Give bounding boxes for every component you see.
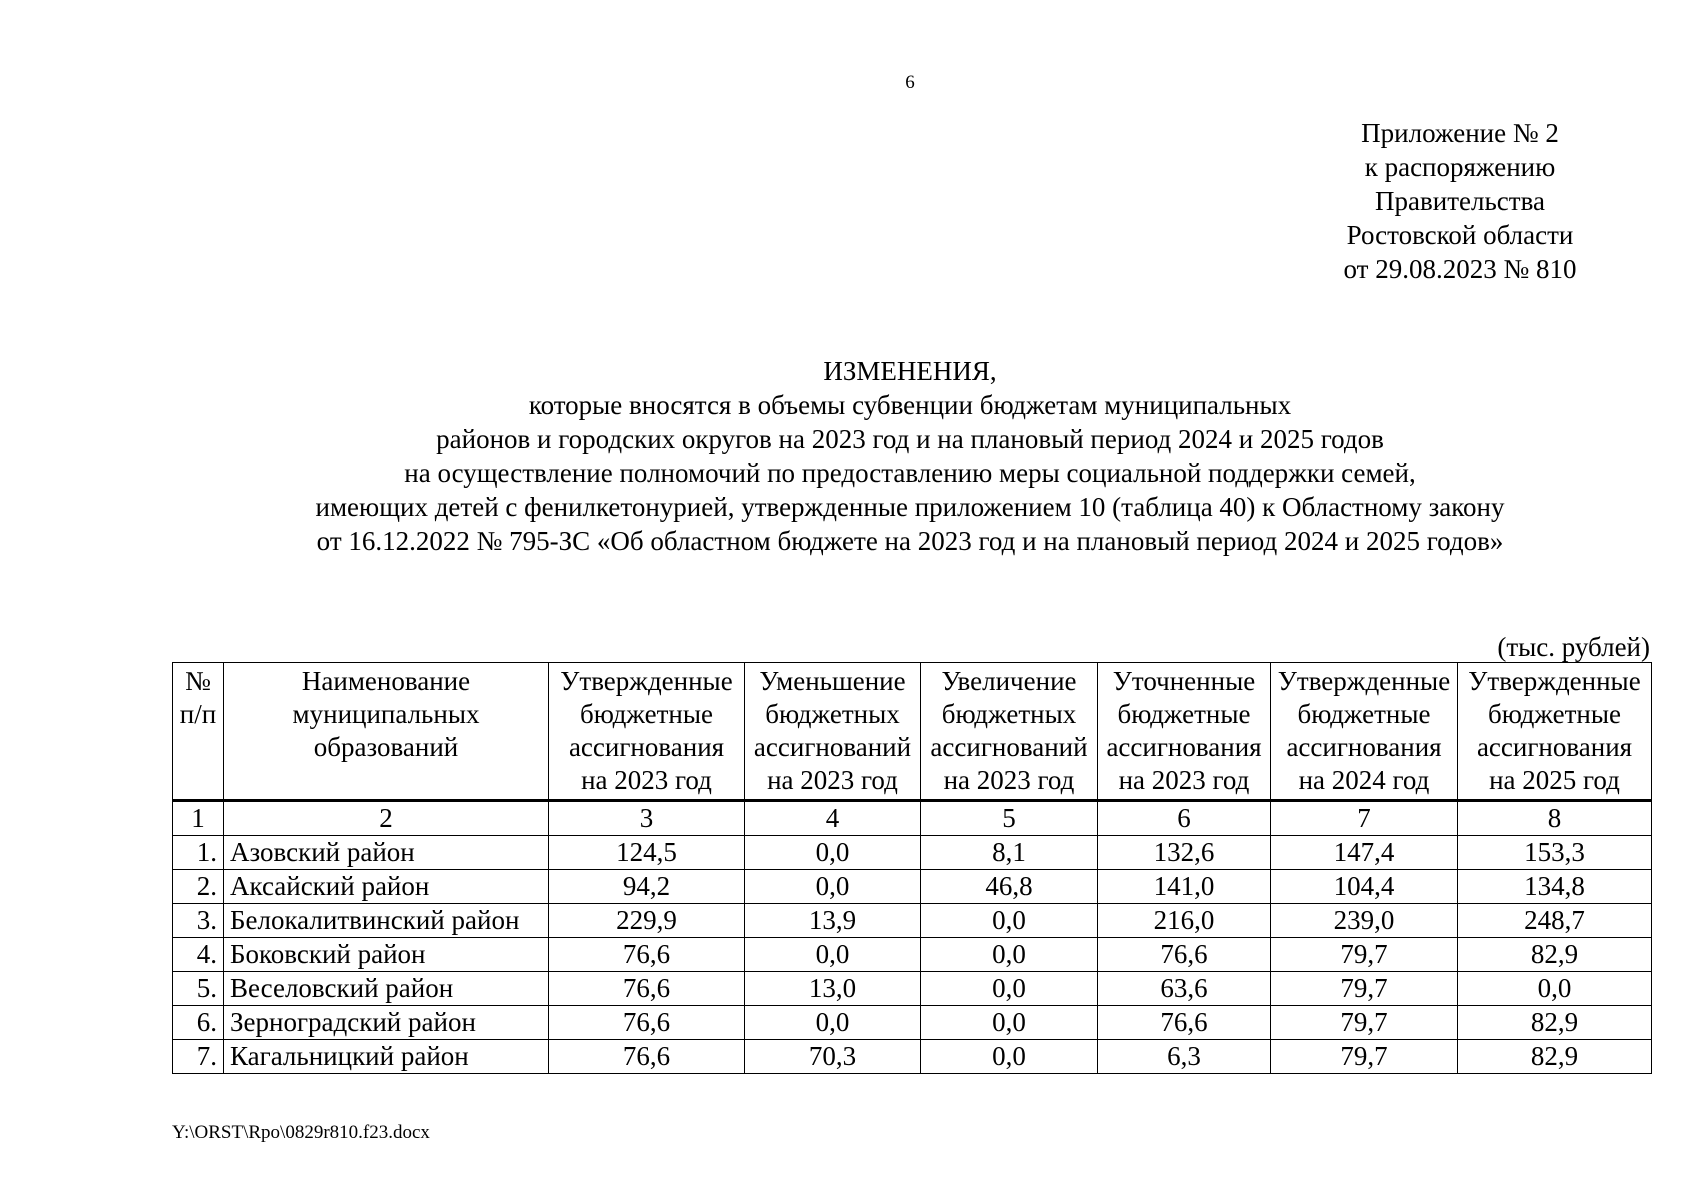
column-header-line: Утвержденные xyxy=(1468,666,1641,696)
value-cell: 147,4 xyxy=(1271,836,1458,870)
column-header xyxy=(921,663,1098,801)
column-header-line: на 2024 год xyxy=(1298,765,1430,795)
row-index-cell: 6. xyxy=(173,1006,224,1040)
value-cell: 70,3 xyxy=(745,1040,921,1074)
table-row xyxy=(173,1040,1652,1074)
document-title xyxy=(160,354,1660,558)
value-cell: 141,0 xyxy=(1098,870,1271,904)
value-cell: 239,0 xyxy=(1271,904,1458,938)
value-cell: 229,9 xyxy=(549,904,745,938)
column-header-line: на 2023 год xyxy=(1118,765,1250,795)
value-cell: 134,8 xyxy=(1458,870,1652,904)
table-header-row xyxy=(173,663,1652,801)
value-cell: 0,0 xyxy=(745,938,921,972)
appendix-line: Приложение № 2 xyxy=(1361,118,1559,148)
title-line: от 16.12.2022 № 795-ЗС «Об областном бюджете на 2023 год и на плановый период 2024 и 2025 годов» xyxy=(316,526,1504,556)
column-header-line: муниципальных xyxy=(292,699,480,729)
municipality-name-cell: Азовский район xyxy=(224,836,549,870)
column-header-line: бюджетные xyxy=(1117,699,1251,729)
appendix-line: Ростовской области xyxy=(1346,220,1574,250)
value-cell: 94,2 xyxy=(549,870,745,904)
column-header-line: ассигнования xyxy=(568,732,725,762)
column-header-line: образований xyxy=(313,732,459,762)
value-cell: 0,0 xyxy=(921,938,1098,972)
value-cell: 76,6 xyxy=(1098,938,1271,972)
value-cell: 13,0 xyxy=(745,972,921,1006)
column-header-line: бюджетных xyxy=(941,699,1077,729)
column-header xyxy=(745,663,921,801)
row-index-cell: 2. xyxy=(173,870,224,904)
column-header-line: № xyxy=(185,666,211,696)
column-header-line: бюджетные xyxy=(580,699,713,729)
column-number-cell: 6 xyxy=(1098,801,1271,836)
appendix-block xyxy=(1310,116,1610,286)
appendix-line: к распоряжению xyxy=(1364,152,1556,182)
column-header xyxy=(224,663,549,801)
column-header-line: ассигнования xyxy=(1476,732,1633,762)
value-cell: 0,0 xyxy=(745,870,921,904)
value-cell: 0,0 xyxy=(1458,972,1652,1006)
value-cell: 0,0 xyxy=(921,972,1098,1006)
value-cell: 6,3 xyxy=(1098,1040,1271,1074)
table-row xyxy=(173,938,1652,972)
value-cell: 76,6 xyxy=(1098,1006,1271,1040)
value-cell: 216,0 xyxy=(1098,904,1271,938)
column-header-line: ассигнований xyxy=(930,732,1088,762)
column-number-cell: 3 xyxy=(549,801,745,836)
appendix-line: Правительства xyxy=(1375,186,1545,216)
table-row xyxy=(173,836,1652,870)
row-index-cell: 1. xyxy=(173,836,224,870)
value-cell: 0,0 xyxy=(921,1006,1098,1040)
column-header-line: ассигнования xyxy=(1286,732,1442,762)
column-header-line: Утвержденные xyxy=(560,666,733,696)
title-heading: ИЗМЕНЕНИЯ, xyxy=(823,356,997,386)
column-header-line: Уменьшение xyxy=(759,666,906,696)
column-header-line: Утвержденные xyxy=(1277,666,1451,696)
column-number-cell: 4 xyxy=(745,801,921,836)
table-row xyxy=(173,972,1652,1006)
value-cell: 153,3 xyxy=(1458,836,1652,870)
column-header xyxy=(549,663,745,801)
column-header-line: на 2023 год xyxy=(767,765,898,795)
value-cell: 82,9 xyxy=(1458,938,1652,972)
municipality-name-cell: Веселовский район xyxy=(224,972,549,1006)
value-cell: 79,7 xyxy=(1271,1040,1458,1074)
value-cell: 79,7 xyxy=(1271,1006,1458,1040)
column-header-line: Наименование xyxy=(301,666,471,696)
appendix-line: от 29.08.2023 № 810 xyxy=(1343,254,1577,284)
value-cell: 76,6 xyxy=(549,1040,745,1074)
value-cell: 82,9 xyxy=(1458,1006,1652,1040)
value-cell: 0,0 xyxy=(745,836,921,870)
column-numbers-row xyxy=(173,801,1652,836)
title-line: на осуществление полномочий по предоставлению меры социальной поддержки семей, xyxy=(404,458,1416,488)
column-header-line: на 2023 год xyxy=(581,765,712,795)
value-cell: 79,7 xyxy=(1271,938,1458,972)
page-number: 6 xyxy=(905,72,915,93)
column-header xyxy=(1458,663,1652,801)
column-header-line: п/п xyxy=(179,699,217,729)
column-number-cell: 2 xyxy=(224,801,549,836)
municipality-name-cell: Белокалитвинский район xyxy=(224,904,549,938)
column-header xyxy=(1098,663,1271,801)
municipality-name-cell: Аксайский район xyxy=(224,870,549,904)
column-number-cell: 5 xyxy=(921,801,1098,836)
value-cell: 0,0 xyxy=(921,1040,1098,1074)
column-number-cell: 8 xyxy=(1458,801,1652,836)
column-header-line: ассигнований xyxy=(753,732,912,762)
value-cell: 46,8 xyxy=(921,870,1098,904)
municipality-name-cell: Боковский район xyxy=(224,938,549,972)
value-cell: 82,9 xyxy=(1458,1040,1652,1074)
value-cell: 104,4 xyxy=(1271,870,1458,904)
value-cell: 0,0 xyxy=(745,1006,921,1040)
column-header-line: Увеличение xyxy=(941,666,1077,696)
column-header-line: ассигнования xyxy=(1106,732,1262,762)
row-index-cell: 5. xyxy=(173,972,224,1006)
column-header-line: Уточненные xyxy=(1112,666,1256,696)
value-cell: 76,6 xyxy=(549,938,745,972)
value-cell: 79,7 xyxy=(1271,972,1458,1006)
value-cell: 248,7 xyxy=(1458,904,1652,938)
value-cell: 8,1 xyxy=(921,836,1098,870)
row-index-cell: 3. xyxy=(173,904,224,938)
value-cell: 63,6 xyxy=(1098,972,1271,1006)
column-header-line: бюджетные xyxy=(1297,699,1431,729)
table-row xyxy=(173,870,1652,904)
column-number-cell: 1 xyxy=(173,801,224,836)
value-cell: 124,5 xyxy=(549,836,745,870)
column-header-line: на 2025 год xyxy=(1489,765,1620,795)
budget-table xyxy=(172,662,1652,1074)
column-number-cell: 7 xyxy=(1271,801,1458,836)
value-cell: 76,6 xyxy=(549,1006,745,1040)
value-cell: 13,9 xyxy=(745,904,921,938)
file-path: Y:\ORST\Rpo\0829r810.f23.docx xyxy=(172,1122,430,1143)
municipality-name-cell: Кагальницкий район xyxy=(224,1040,549,1074)
value-cell: 76,6 xyxy=(549,972,745,1006)
value-cell: 132,6 xyxy=(1098,836,1271,870)
row-index-cell: 4. xyxy=(173,938,224,972)
row-index-cell: 7. xyxy=(173,1040,224,1074)
column-header xyxy=(1271,663,1458,801)
title-line: районов и городских округов на 2023 год и на плановый период 2024 и 2025 годов xyxy=(436,424,1384,454)
table-row xyxy=(173,1006,1652,1040)
title-line: которые вносятся в объемы субвенции бюджетам муниципальных xyxy=(528,390,1292,420)
value-cell: 0,0 xyxy=(921,904,1098,938)
municipality-name-cell: Зерноградский район xyxy=(224,1006,549,1040)
column-header-line: бюджетных xyxy=(765,699,900,729)
column-header-line: бюджетные xyxy=(1488,699,1621,729)
table-row xyxy=(173,904,1652,938)
title-line: имеющих детей с фенилкетонурией, утвержденные приложением 10 (таблица 40) к Областному закону xyxy=(315,492,1505,522)
column-header-line: на 2023 год xyxy=(943,765,1075,795)
units-label: (тыс. рублей) xyxy=(1497,632,1650,662)
column-header xyxy=(173,663,224,801)
